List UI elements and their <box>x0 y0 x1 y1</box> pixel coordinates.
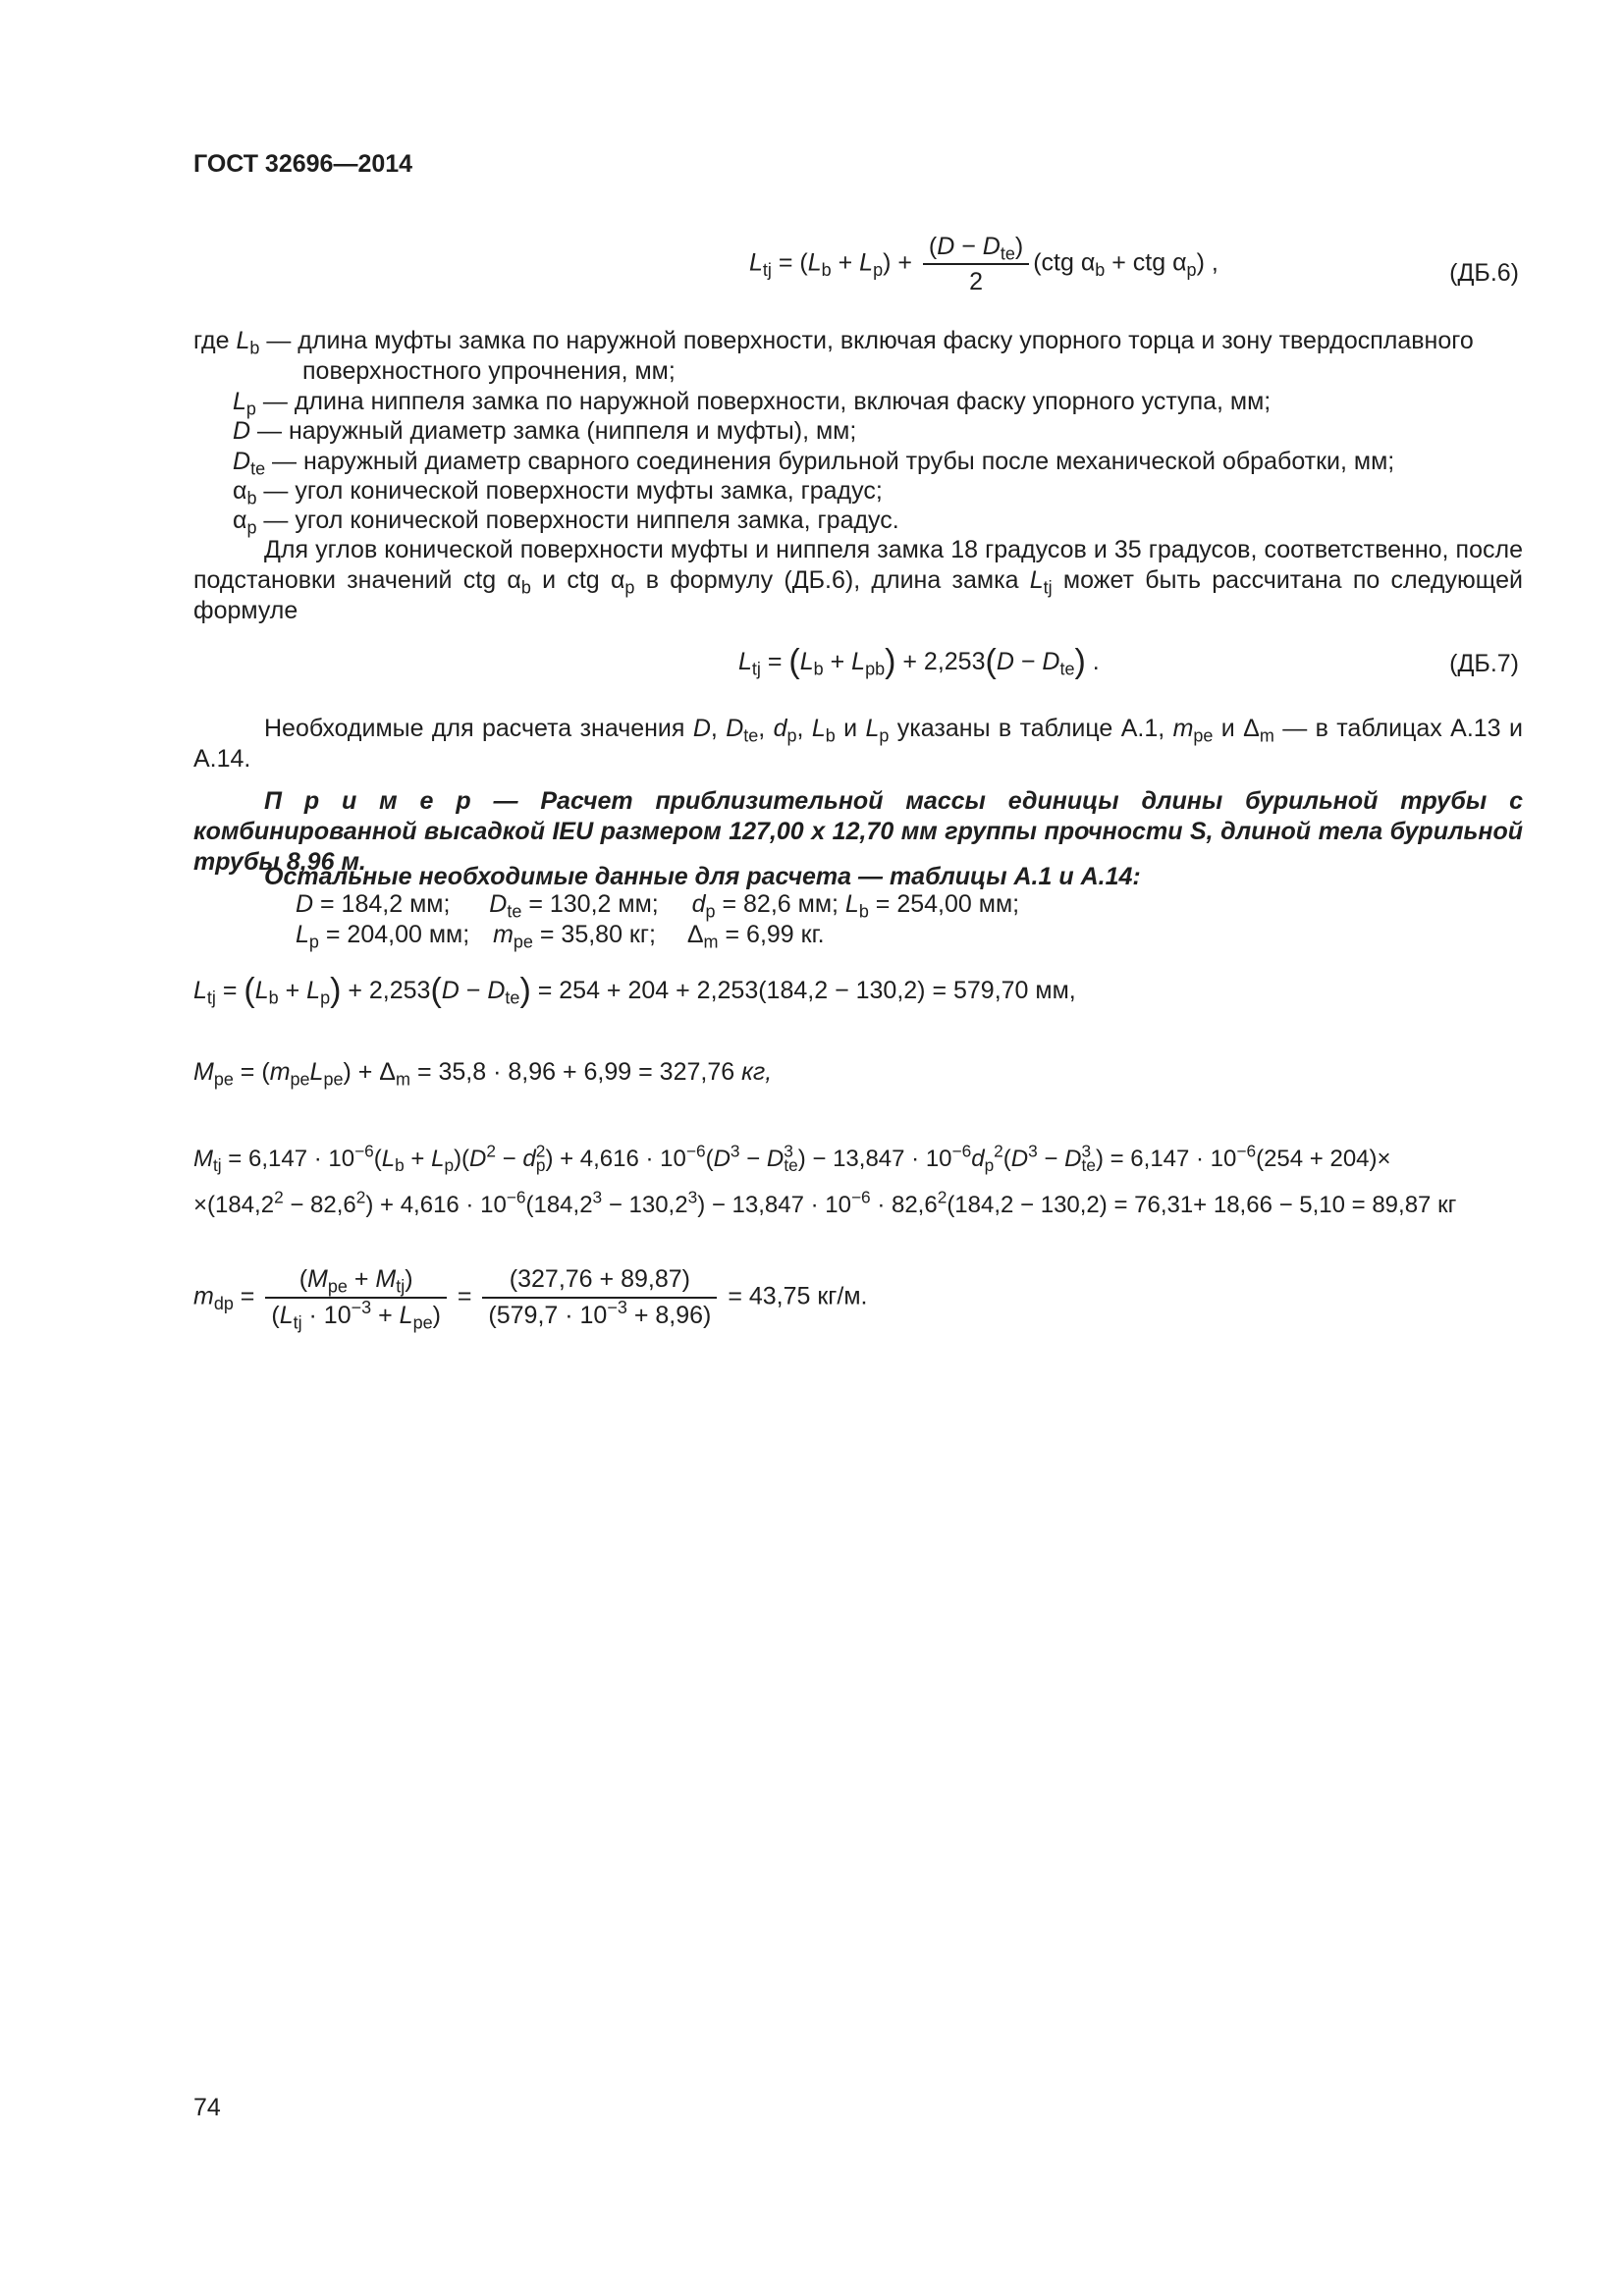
calc-mdp-fraction-numeric: $\frac{(327,76 + 89,87)}{(579,7 \cdot 10^{-3} + 8,96)}$ <box>482 1264 717 1331</box>
value-delta-m: $\Delta_m = 6,99$ кг. <box>686 921 825 952</box>
equation-db6: $L_{tj} = (L_b + L_p)$ + $\frac{(D - D_{te})}{2}$ (ctg $\alpha_b$ + ctg $\alpha_p$) , <box>749 233 1218 295</box>
definition-lp-text: — длина ниппеля замка по наружной поверхности, включая фаску упорного уступа, мм; <box>262 388 1272 415</box>
calc-mtj-line1-tail: (254 + 204)× <box>1256 1146 1391 1172</box>
calc-mdp-result: = 43,75 кг/м. <box>728 1282 868 1310</box>
paragraph-required-values: Необходимые для расчета значения D, $D_{te}$, $d_p$, $L_b$ и $L_p$ указаны в таблице А.1, $m_{pe}$ и $\Delta_m$ — в таблицах А.13 и А.14. <box>193 715 1523 773</box>
definition-lb: где $L_b$ — длина муфты замка по наружной поверхности, включая фаску упорного торца и зону твердосплавного <box>193 327 1474 358</box>
definition-d: D — наружный диаметр замка (ниппеля и муфты), мм; <box>233 417 857 445</box>
value-dp: $d_p = 82,6$ мм; <box>691 890 839 922</box>
calc-mtj-line2: $\times(184,2^2 - 82,6^2) + 4,616 \cdot 10^{-6}(184,2^3 - 130,2^3) - 13,847 \cdot 10^{-6} \cdot 82,6^2(184,2 - 130,2) = 76,31+ 18,66 - 5,10 = 89,87$ кг <box>193 1187 1457 1218</box>
equation-db6-fraction: $\frac{(D - D_{te})}{2}$ <box>923 232 1029 296</box>
definition-lp: $L_p$ — длина ниппеля замка по наружной поверхности, включая фаску упорного уступа, мм; <box>233 388 1272 419</box>
definition-alpha-b: $\alpha_b$ — угол конической поверхности муфты замка, градус; <box>233 477 883 508</box>
equation-db7-number: (ДБ.7) <box>1449 650 1519 677</box>
definition-lb-text: — длина муфты замка по наружной поверхности, включая фаску упорного торца и зону твердосплавного <box>266 327 1474 354</box>
calc-mpe-result: = 35,8 · 8,96 + 6,99 = 327,76 <box>416 1058 735 1086</box>
equation-db6-number: (ДБ.6) <box>1449 259 1519 287</box>
calc-mdp: $m_{dp}$ = $\frac{(M_{pe} + M_{tj})}{(L_{tj} \cdot 10^{-3} + L_{pe})}$ = $\frac{(327,76 + 89,87)}{(579,7 \cdot 10^{-3} + 8,96)}$ = 43,75 кг/м. <box>193 1265 868 1333</box>
example-data-row2 <box>296 920 825 950</box>
equation-db7: $L_{tj} = (L_b + L_{pb}) + 2,253(D - D_{te})$ . <box>738 643 1100 680</box>
example-data-heading: Остальные необходимые данные для расчета — таблицы А.1 и А.14: <box>264 863 1141 890</box>
calc-ltj-result: = 254 + 204 + 2,253(184,2 − 130,2) = 579,70 мм, <box>537 977 1076 1004</box>
document-header: ГОСТ 32696—2014 <box>193 150 413 178</box>
value-lp: $L_p = 204,00$ мм; <box>296 921 470 952</box>
definition-alpha-p-text: — угол конической поверхности ниппеля замка, градус. <box>263 507 899 534</box>
definition-alpha-b-text: — угол конической поверхности муфты замка, градус; <box>263 477 883 505</box>
calc-mdp-fraction-symbolic: $\frac{(M_{pe} + M_{tj})}{(L_{tj} \cdot 10^{-3} + L_{pe})}$ <box>265 1264 447 1331</box>
example-data-row1 <box>296 889 1019 920</box>
calc-mpe-unit: кг, <box>741 1058 773 1086</box>
definition-alpha-p: $\alpha_p$ — угол конической поверхности ниппеля замка, градус. <box>233 507 899 538</box>
calc-mtj-line1: $M_{tj} = 6,147 \cdot 10^{-6}(L_b + L_p)(D^2 - d^2_p) + 4,616 \cdot 10^{-6}(D^3 - D^3_{te}) - 13,847 \cdot 10^{-6}d_p^2(D^3 - D^3_{te}) = 6,147 \cdot 10^{-6}(254 + 204)\times$ <box>193 1141 1391 1176</box>
value-mpe: $m_{pe} = 35,80$ кг; <box>493 921 656 952</box>
definition-intro: где <box>193 327 230 354</box>
definition-dte: $D_{te}$ — наружный диаметр сварного соединения бурильной трубы после механической обработки, мм; <box>233 448 1395 479</box>
definition-dte-text: — наружный диаметр сварного соединения бурильной трубы после механической обработки, мм; <box>272 448 1395 475</box>
paragraph-angles: Для углов конической поверхности муфты и ниппеля замка 18 градусов и 35 градусов, соответственно, после подстановки значений ctg $\alpha_b$ и ctg $\alpha_p$ в формулу (ДБ.6), длина замка $L_{tj}$ может быть рассчитана по следующей формуле <box>193 536 1523 624</box>
definition-d-text: — наружный диаметр замка (ниппеля и муфты), мм; <box>257 417 857 445</box>
value-dte: $D_{te} = 130,2$ мм; <box>489 890 659 922</box>
example-title: П р и м е р — Расчет приблизительной массы единицы длины бурильной трубы с комбинированной высадкой IEU размером 127,00 x 12,70 мм группы прочности S, длиной тела бурильной трубы 8,96 м. <box>193 787 1523 876</box>
value-d: D = 184,2 мм; <box>296 890 451 918</box>
value-lb: $L_b = 254,00$ мм; <box>844 890 1020 922</box>
calc-mtj-result: = 76,31+ 18,66 − 5,10 = 89,87 кг <box>1113 1192 1457 1218</box>
calc-ltj: $L_{tj} = (L_b + L_p) + 2,253(D - D_{te}) = 254 + 204 + 2,253(184,2 - 130,2) = 579,70$ мм, <box>193 972 1076 1009</box>
definition-lb-continuation: поверхностного упрочнения, мм; <box>302 357 676 385</box>
page-number: 74 <box>193 2094 221 2121</box>
calc-mpe: $M_{pe} = (m_{pe}L_{pe}) + \Delta_m = 35,8 \cdot 8,96 + 6,99 = 327,76$ кг, <box>193 1058 773 1090</box>
